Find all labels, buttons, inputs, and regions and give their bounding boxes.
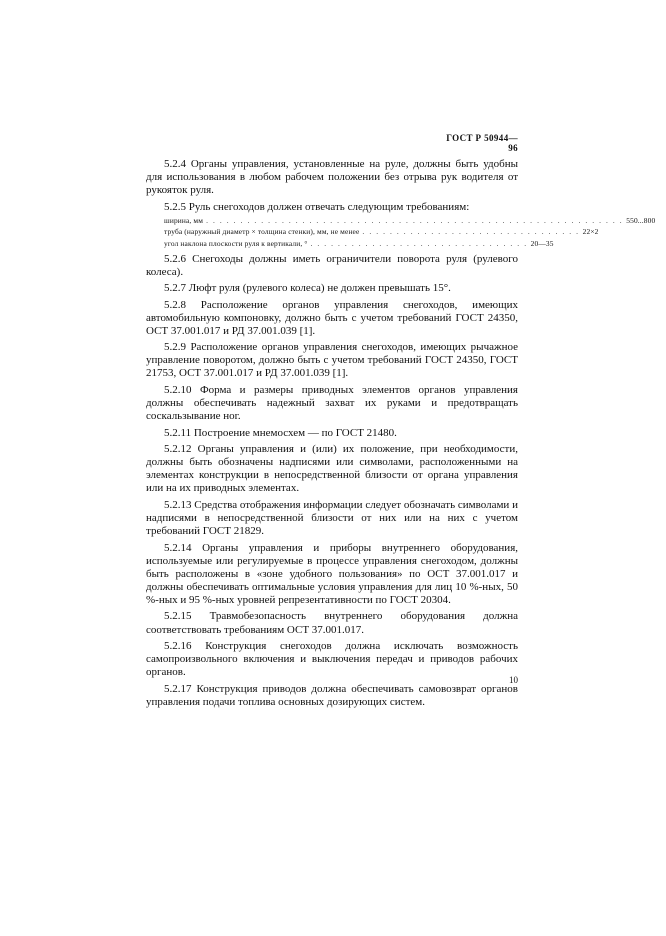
- paragraph-5-2-11: 5.2.11 Построение мнемосхем — по ГОСТ 21480.: [164, 426, 397, 439]
- paragraph-5-2-9: 5.2.9 Расположение органов управления снегоходов, имеющих рычажное управление поворотом, должно быть с учетом требований ГОСТ 24350, ГОСТ 21753, ОСТ 37.001.017 и РД 37.001.039 [1].: [146, 341, 518, 380]
- spec-row-tube: [146, 226, 599, 238]
- paragraph-5-2-15: 5.2.15 Травмобезопасность внутреннего оборудования должна соответствовать требованиям ОСТ 37.001.017.: [146, 610, 518, 636]
- document-body: [146, 158, 656, 712]
- spec-value: 22×2: [582, 227, 599, 237]
- paragraph-5-2-7: 5.2.7 Люфт руля (рулевого колеса) не должен превышать 15°.: [164, 282, 451, 295]
- spec-row-angle: [146, 238, 554, 250]
- steering-spec-list: [146, 215, 656, 250]
- paragraph-5-2-5: 5.2.5 Руль снегоходов должен отвечать следующим требованиям:: [164, 200, 470, 213]
- spec-label: ширина, мм: [164, 215, 204, 225]
- spec-value: 20—35: [530, 238, 554, 248]
- page-number: 10: [509, 675, 518, 685]
- spec-row-width: [146, 215, 656, 227]
- spec-label: угол наклона плоскости руля к вертикали, °: [164, 238, 308, 248]
- leader-dots: . . . . . . . . . . . . . . . . . . . . . . . . . . . . . . . .: [362, 227, 580, 237]
- paragraph-5-2-14: 5.2.14 Органы управления и приборы внутреннего оборудования, используемые или регулируемые в процессе управления снегоходом, должны быть расположены в «зоне удобного пользования» по ОСТ 37.001.017 и должны обеспечивать оптимальные условия управления для лиц 10 %-ных, 50 %-ных и 95 %-ных уровней репрезентативности по ГОСТ 20304.: [146, 541, 518, 606]
- paragraph-5-2-8: 5.2.8 Расположение органов управления снегоходов, имеющих автомобильную компоновку, должно быть с учетом требований ГОСТ 24350, ОСТ 37.001.017 и РД 37.001.039 [1].: [146, 298, 518, 337]
- paragraph-5-2-16: 5.2.16 Конструкция снегоходов должна исключать возможность самопроизвольного включения и выключения передач и приводов рабочих органов.: [146, 639, 518, 679]
- paragraph-5-2-10: 5.2.10 Форма и размеры приводных элементов органов управления должны обеспечивать надежный захват их руками и предотвращать соскальзывание ног.: [146, 383, 518, 423]
- spec-value: 550...800: [626, 215, 656, 225]
- document-header: ГОСТ Р 50944—96: [446, 133, 518, 153]
- leader-dots: . . . . . . . . . . . . . . . . . . . . . . . . . . . . . . . .: [310, 238, 528, 248]
- paragraph-5-2-6: 5.2.6 Снегоходы должны иметь ограничители поворота руля (рулевого колеса).: [146, 252, 518, 278]
- paragraph-5-2-13: 5.2.13 Средства отображения информации следует обозначать символами и надписями в непосредственной близости от них или на них с учетом требований ГОСТ 21829.: [146, 498, 518, 538]
- leader-dots: . . . . . . . . . . . . . . . . . . . . . . . . . . . . . . . . . . . . . . . . . . . . . . . . . . . . . . . . . . . . .: [206, 215, 624, 225]
- paragraph-5-2-12: 5.2.12 Органы управления и (или) их положение, при необходимости, должны быть обозначены надписями или символами, расположенными на элементах конструкции в непосредственной близости от органа управления или на их приводных элементах.: [146, 443, 518, 495]
- spec-label: труба (наружный диаметр × толщина стенки), мм, не менее: [164, 227, 360, 237]
- paragraph-5-2-4: 5.2.4 Органы управления, установленные на руле, должны быть удобны для использования в любом рабочем положении без отрыва рук водителя от рукояток руля.: [146, 158, 518, 197]
- paragraph-5-2-17: 5.2.17 Конструкция приводов должна обеспечивать самовозврат органов управления подачи топлива основных дозирующих систем.: [146, 682, 518, 708]
